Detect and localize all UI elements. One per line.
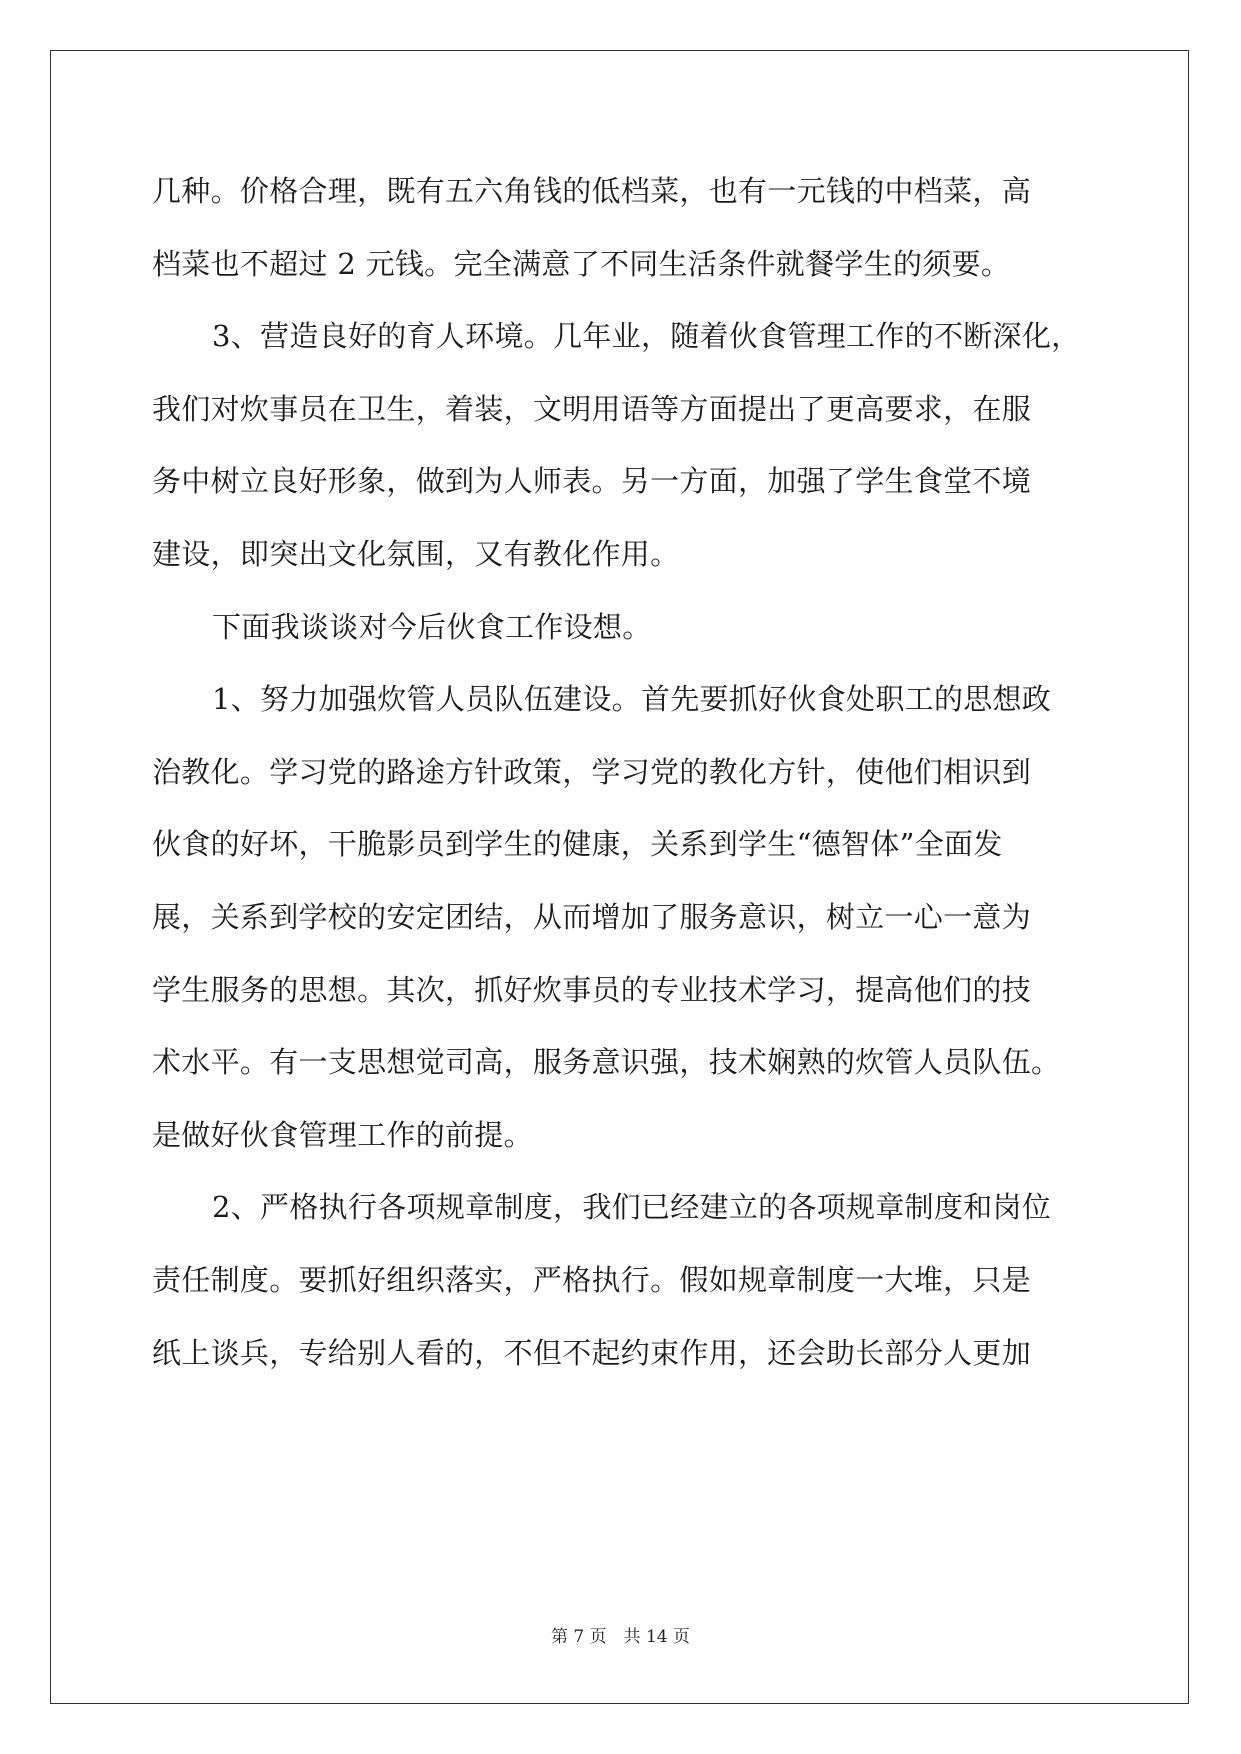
text-line: 责任制度。要抓好组织落实，严格执行。假如规章制度一大堆，只是: [152, 1262, 1032, 1297]
text-line: 展，关系到学校的安定团结，从而增加了服务意识，树立一心一意为: [152, 899, 1032, 934]
text-line: 纸上谈兵，专给别人看的，不但不起约束作用，还会助长部分人更加: [152, 1335, 1032, 1370]
paragraph-start-line: 2、严格执行各项规章制度，我们已经建立的各项规章制度和岗位: [212, 1190, 1052, 1225]
text-line: 务中树立良好形象，做到为人师表。另一方面，加强了学生食堂不境: [152, 464, 1032, 499]
paragraph-start-line: 1、努力加强炊管人员队伍建设。首先要抓好伙食处职工的思想政: [212, 682, 1052, 717]
text-line: 学生服务的思想。其次，抓好炊事员的专业技术学习，提高他们的技: [152, 972, 1032, 1007]
text-line: 是做好伙食管理工作的前提。: [152, 1117, 533, 1152]
text-line: 术水平。有一支思想觉司高，服务意识强，技术娴熟的炊管人员队伍。: [152, 1045, 1061, 1080]
paragraph-start-line: 3、营造良好的育人环境。几年业，随着伙食管理工作的不断深化，: [212, 319, 1081, 354]
text-line: 我们对炊事员在卫生，着装，文明用语等方面提出了更高要求，在服: [152, 391, 1032, 426]
document-body: [152, 165, 1092, 1399]
page-number-footer: 第 7 页 共 14 页: [550, 1627, 691, 1647]
text-line: 档菜也不超过 2 元钱。完全满意了不同生活条件就餐学生的须要。: [152, 246, 1011, 281]
text-line: 建设，即突出文化氛围，又有教化作用。: [152, 536, 680, 571]
text-line: 伙食的好坏，干脆影员到学生的健康，关系到学生“德智体”全面发: [152, 827, 1003, 862]
text-line: 几种。价格合理，既有五六角钱的低档菜，也有一元钱的中档菜，高: [152, 174, 1032, 208]
paragraph-start-line: 下面我谈谈对今后伙食工作设想。: [212, 609, 652, 644]
text-line: 治教化。学习党的路途方针政策，学习党的教化方针，使他们相识到: [152, 754, 1032, 789]
